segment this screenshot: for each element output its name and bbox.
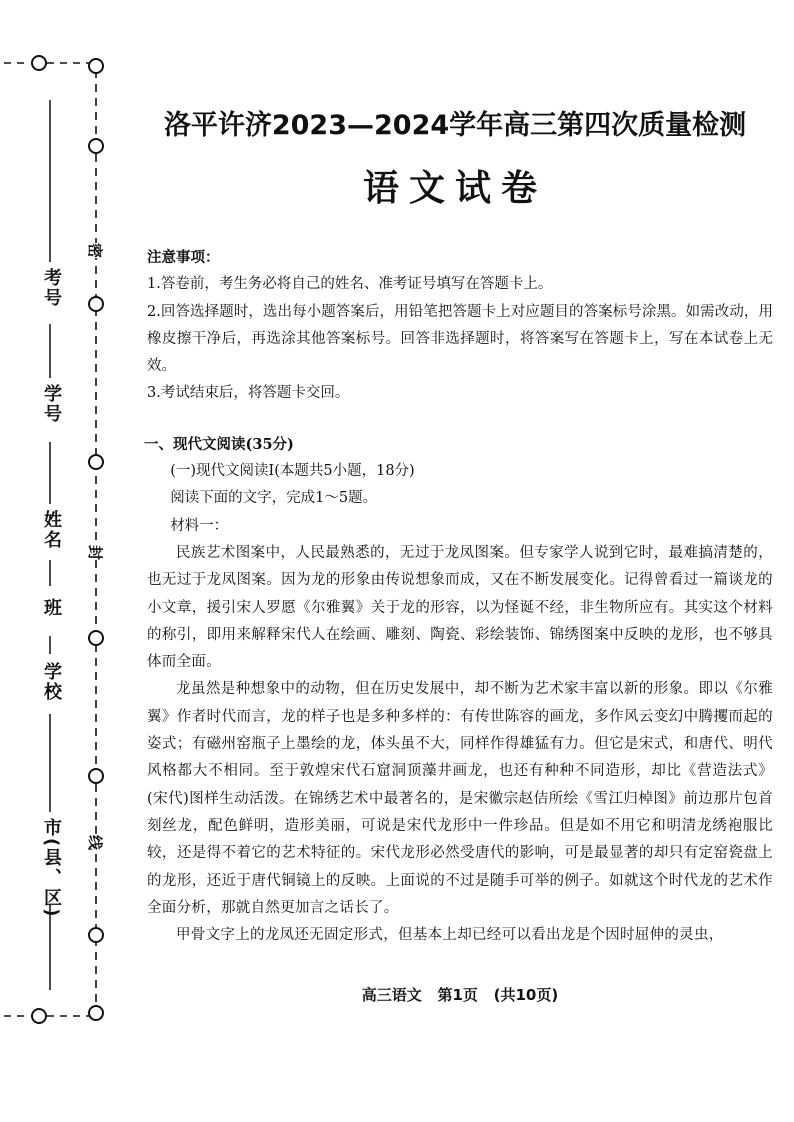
notice-item-1: 1.答卷前，考生务必将自己的姓名、准考证号填写在答题卡上。 <box>147 276 553 293</box>
footer-total: (共10页) <box>493 986 559 1004</box>
cut-line-word-feng: 封 <box>83 545 108 560</box>
city-label: 市(县、区) <box>41 818 62 919</box>
footer-subject: 高三语文 <box>361 986 422 1004</box>
school-label: 学校 <box>41 662 62 702</box>
notice-item-2: 2.回答选择题时，选出每小题答案后，用铅笔把答题卡上对应题目的答案标号涂黑。如需改动，用橡皮擦干净后，再选涂其他答案标号。回答非选择题时，将答案写在答题卡上，写在本试卷上无效。 <box>147 303 773 375</box>
notice-heading: 注意事项： <box>147 249 220 266</box>
footer-page: 第1页 <box>437 986 478 1004</box>
exam-subtitle: 语文试卷 <box>362 167 547 209</box>
class-label: 班 <box>41 598 62 618</box>
name-label: 姓名 <box>41 510 62 550</box>
cut-line-word-xian: 线 <box>83 835 108 850</box>
reading-instruction: 阅读下面的文字，完成1～5题。 <box>170 490 378 507</box>
binding-margin-lines <box>0 0 130 1122</box>
spacer <box>147 408 773 431</box>
exam-title: 洛平许济2023—2024学年高三第四次质量检测 <box>163 110 747 141</box>
page-footer <box>135 984 785 1005</box>
notice-item-3: 3.考试结束后，将答题卡交回。 <box>147 385 350 402</box>
section-subheading: (一)现代文阅读Ⅰ(本题共5小题，18分) <box>170 463 415 480</box>
material-label: 材料一： <box>170 517 229 534</box>
cut-line-word-mi: 密 <box>83 243 108 258</box>
material-paragraph-3: 甲骨文字上的龙凤还无固定形式，但基本上却已经可以看出龙是个因时屈伸的灵虫， <box>176 927 724 944</box>
exam-content <box>144 244 773 949</box>
material-paragraph-2: 龙虽然是种想象中的动物，但在历史发展中，却不断为艺术家丰富以新的形象。即以《尔雅翼》作者时代而言，龙的样子也是多种多样的：有传世陈容的画龙，多作风云变幻中腾攫而起的姿式；有磁州窑瓶子上墨绘的龙，体头虽不大，同样作得雄猛有力。但它是宋式，和唐代、明代风格都大不相同。至于敦煌宋代石窟洞顶藻井画龙，也还有种种不同造形，却比《营造法式》(宋代)图样生动活泼。在锦绣艺术中最著名的，是宋徽宗赵佶所绘《雪江归棹图》前边那片包首刻丝龙，配色鲜明，造形美丽，可说是宋代龙形中一件珍品。但是如不用它和明清龙绣袍服比较，还是得不着它的艺术特征的。宋代龙形必然受唐代的影响，可是最显著的却只有定窑瓷盘上的龙形，还近于唐代铜镜上的反映。上面说的不过是随手可举的例子。如就这个时代龙的艺术作全面分析，那就自然更加言之话长了。 <box>147 681 773 916</box>
exam-no-label: 考号 <box>41 268 62 308</box>
material-paragraph-1: 民族艺术图案中，人民最熟悉的，无过于龙凤图案。但专家学人说到它时，最难搞清楚的，也无过于龙凤图案。因为龙的形象由传说想象而成，又在不断发展变化。记得曾看过一篇谈龙的小文章，援引宋人罗愿《尔雅翼》关于龙的形容，以为怪诞不经，非生物所应有。其实这个材料的称引，即用来解释宋代人在绘画、雕刻、陶瓷、彩绘装饰、锦绣图案中反映的龙形，也不够具体而全面。 <box>147 544 773 671</box>
student-id-label: 学号 <box>41 384 62 424</box>
section-heading: 一、现代文阅读(35分) <box>144 435 294 453</box>
